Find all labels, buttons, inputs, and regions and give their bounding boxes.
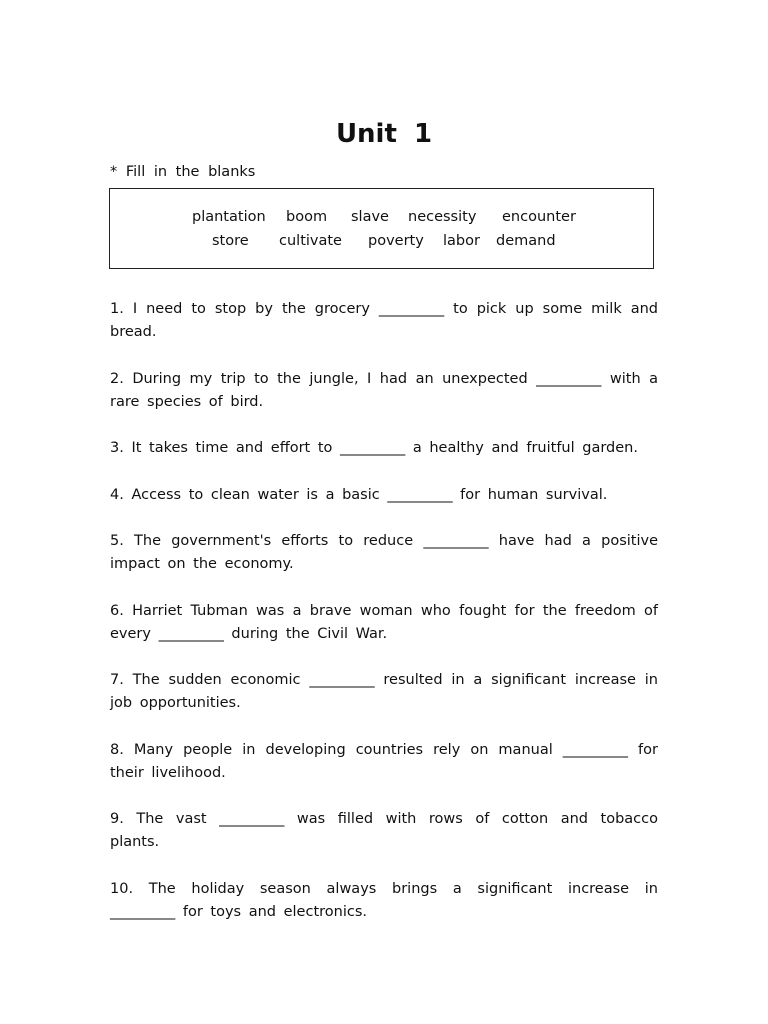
word-bank-item: plantation xyxy=(192,209,266,225)
word-bank-item: necessity xyxy=(408,209,477,225)
word-bank-row-1 xyxy=(110,207,653,227)
question-item: 10. The holiday season always brings a significant increase in _________ for toys and electronics. xyxy=(110,880,658,920)
word-bank-item: slave xyxy=(351,209,389,225)
question-item: 6. Harriet Tubman was a brave woman who fought for the freedom of every _________ during the Civil War. xyxy=(110,602,658,642)
word-bank-item: store xyxy=(212,233,249,249)
question-item: 7. The sudden economic _________ resulted in a significant increase in job opportunities. xyxy=(110,672,658,711)
question-item: 3. It takes time and effort to _________ a healthy and fruitful garden. xyxy=(110,440,638,456)
question-item: 2. During my trip to the jungle, I had an unexpected _________ with a rare species of bird. xyxy=(110,370,658,410)
question-item: 9. The vast _________ was filled with rows of cotton and tobacco plants. xyxy=(110,811,658,850)
page-title: Unit 1 xyxy=(335,119,433,149)
question-item: 5. The government's efforts to reduce _________ have had a positive impact on the economy. xyxy=(110,533,658,572)
word-bank-row-2 xyxy=(110,231,653,251)
word-bank-item: cultivate xyxy=(279,233,342,249)
word-bank-item: poverty xyxy=(368,233,424,249)
question-item: 1. I need to stop by the grocery _________ to pick up some milk and bread. xyxy=(110,301,658,340)
question-item: 4. Access to clean water is a basic _________ for human survival. xyxy=(110,486,608,503)
word-bank-item: encounter xyxy=(502,209,576,225)
word-bank-box xyxy=(109,188,654,269)
question-list xyxy=(110,298,658,947)
word-bank-item: demand xyxy=(496,233,556,249)
instruction-text: * Fill in the blanks xyxy=(110,164,256,180)
word-bank-item: boom xyxy=(286,209,328,225)
question-item: 8. Many people in developing countries rely on manual _________ for their livelihood. xyxy=(110,741,658,781)
word-bank-item: labor xyxy=(443,233,480,249)
